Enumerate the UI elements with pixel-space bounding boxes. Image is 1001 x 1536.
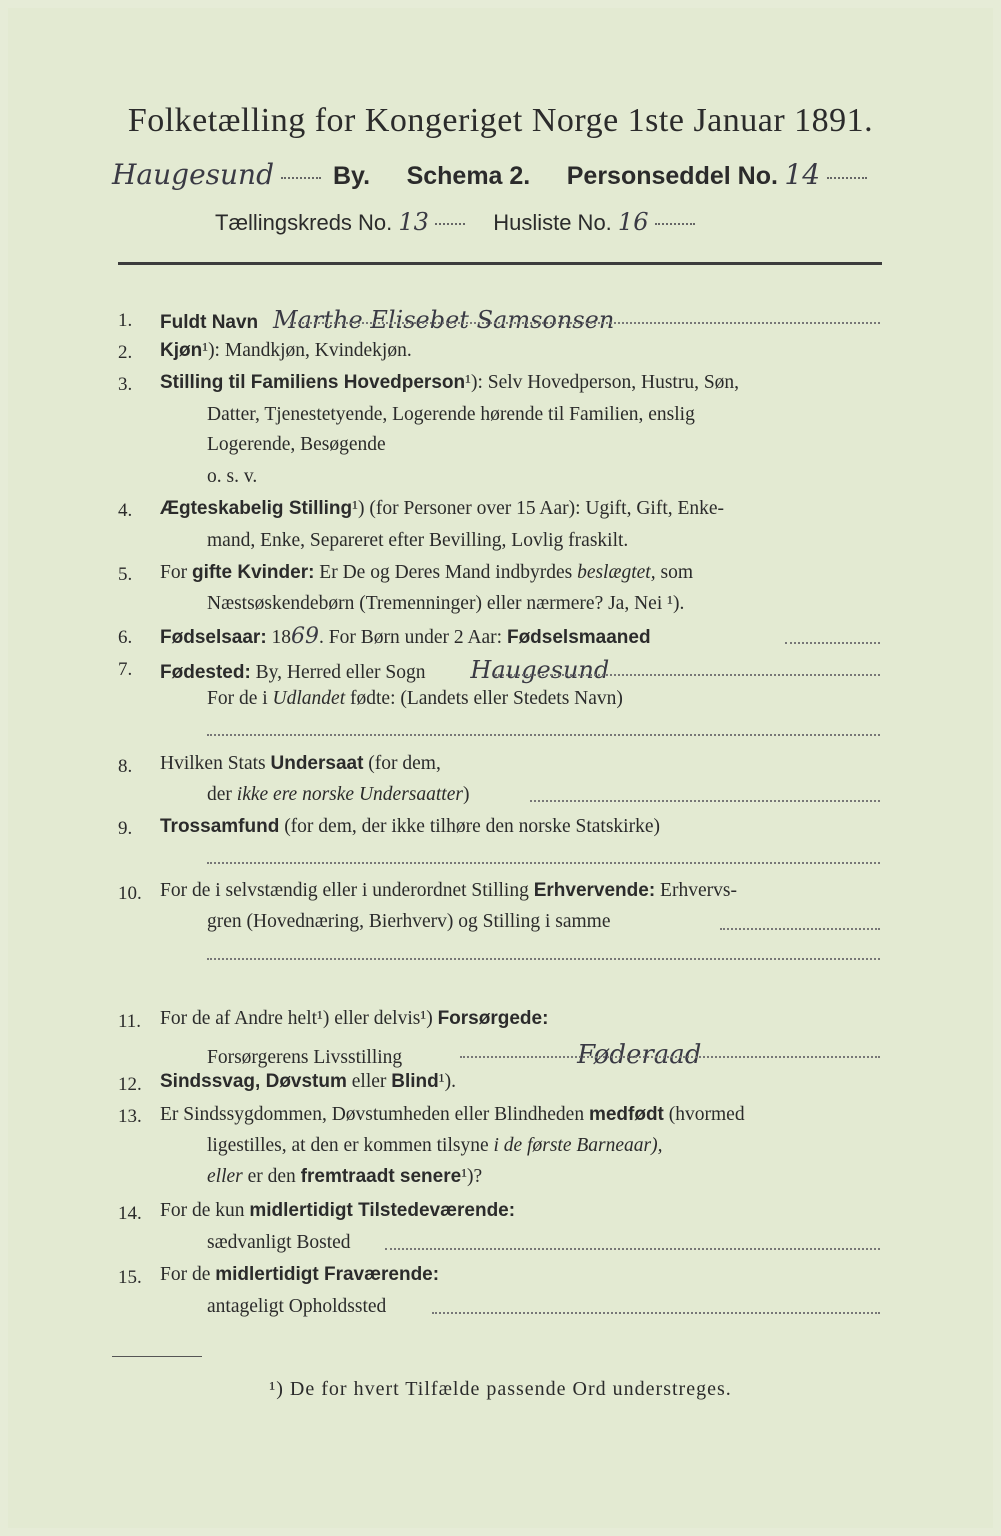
full-name-answer: Marthe Elisebet Samsonsen [273, 306, 615, 334]
birthplace-answer: Haugesund [470, 656, 610, 684]
header-line-2 [112, 158, 867, 191]
city-handwritten: Haugesund [112, 158, 274, 191]
supporter-answer: Føderaad [577, 1040, 702, 1070]
header-line-3 [215, 208, 695, 236]
item-15: For de midlertidigt Fraværende: [160, 1264, 440, 1285]
item-6: Fødselsaar: 1869. For Børn under 2 Aar: Fødselsmaaned [160, 624, 651, 649]
taellingskreds-no: 13 [398, 208, 429, 236]
birth-year-answer: 69 [291, 624, 320, 649]
footnote-rule [112, 1356, 202, 1357]
item-8: Hvilken Stats Undersaat (for dem, [160, 753, 441, 774]
item-2: Kjøn¹): Mandkjøn, Kvindekjøn. [160, 340, 412, 361]
personseddel-no: 14 [784, 158, 821, 191]
item-1: Fuldt Navn Marthe Elisebet Samsonsen [160, 306, 615, 334]
taellingskreds-label: Tællingskreds No. [215, 210, 393, 235]
item-9: Trossamfund (for dem, der ikke tilhøre den norske Statskirke) [160, 816, 660, 837]
husliste-label: Husliste No. [493, 210, 612, 235]
item-4: Ægteskabelig Stilling¹) (for Personer over 15 Aar): Ugift, Gift, Enke- [160, 498, 725, 519]
item-10: For de i selvstændig eller i underordnet Stilling Erhvervende: Erhvervs- [160, 880, 737, 901]
item-12: Sindssvag, Døvstum eller Blind¹). [160, 1071, 456, 1092]
husliste-no: 16 [617, 208, 649, 236]
form-title: Folketælling for Kongeriget Norge 1ste Januar 1891. [127, 102, 874, 139]
item-13: Er Sindssygdommen, Døvstumheden eller Blindheden medfødt (hvormed [160, 1104, 745, 1125]
item-5: For gifte Kvinder: Er De og Deres Mand indbyrdes beslægtet, som [160, 562, 693, 583]
by-label: By. [333, 162, 371, 190]
item-11: For de af Andre helt¹) eller delvis¹) Forsørgede: [160, 1008, 549, 1029]
item-number: 1. [118, 310, 133, 331]
footnote: ¹) De for hvert Tilfælde passende Ord understreges. [269, 1378, 732, 1400]
header-rule [118, 262, 882, 265]
item-3: Stilling til Familiens Hovedperson¹): Selv Hovedperson, Hustru, Søn, [160, 372, 740, 393]
item-14: For de kun midlertidigt Tilstedeværende: [160, 1200, 516, 1221]
item-7: Fødested: By, Herred eller Sogn Haugesund [160, 656, 610, 684]
schema-label: Schema 2. [406, 162, 531, 190]
personseddel-label: Personseddel No. [566, 162, 778, 190]
